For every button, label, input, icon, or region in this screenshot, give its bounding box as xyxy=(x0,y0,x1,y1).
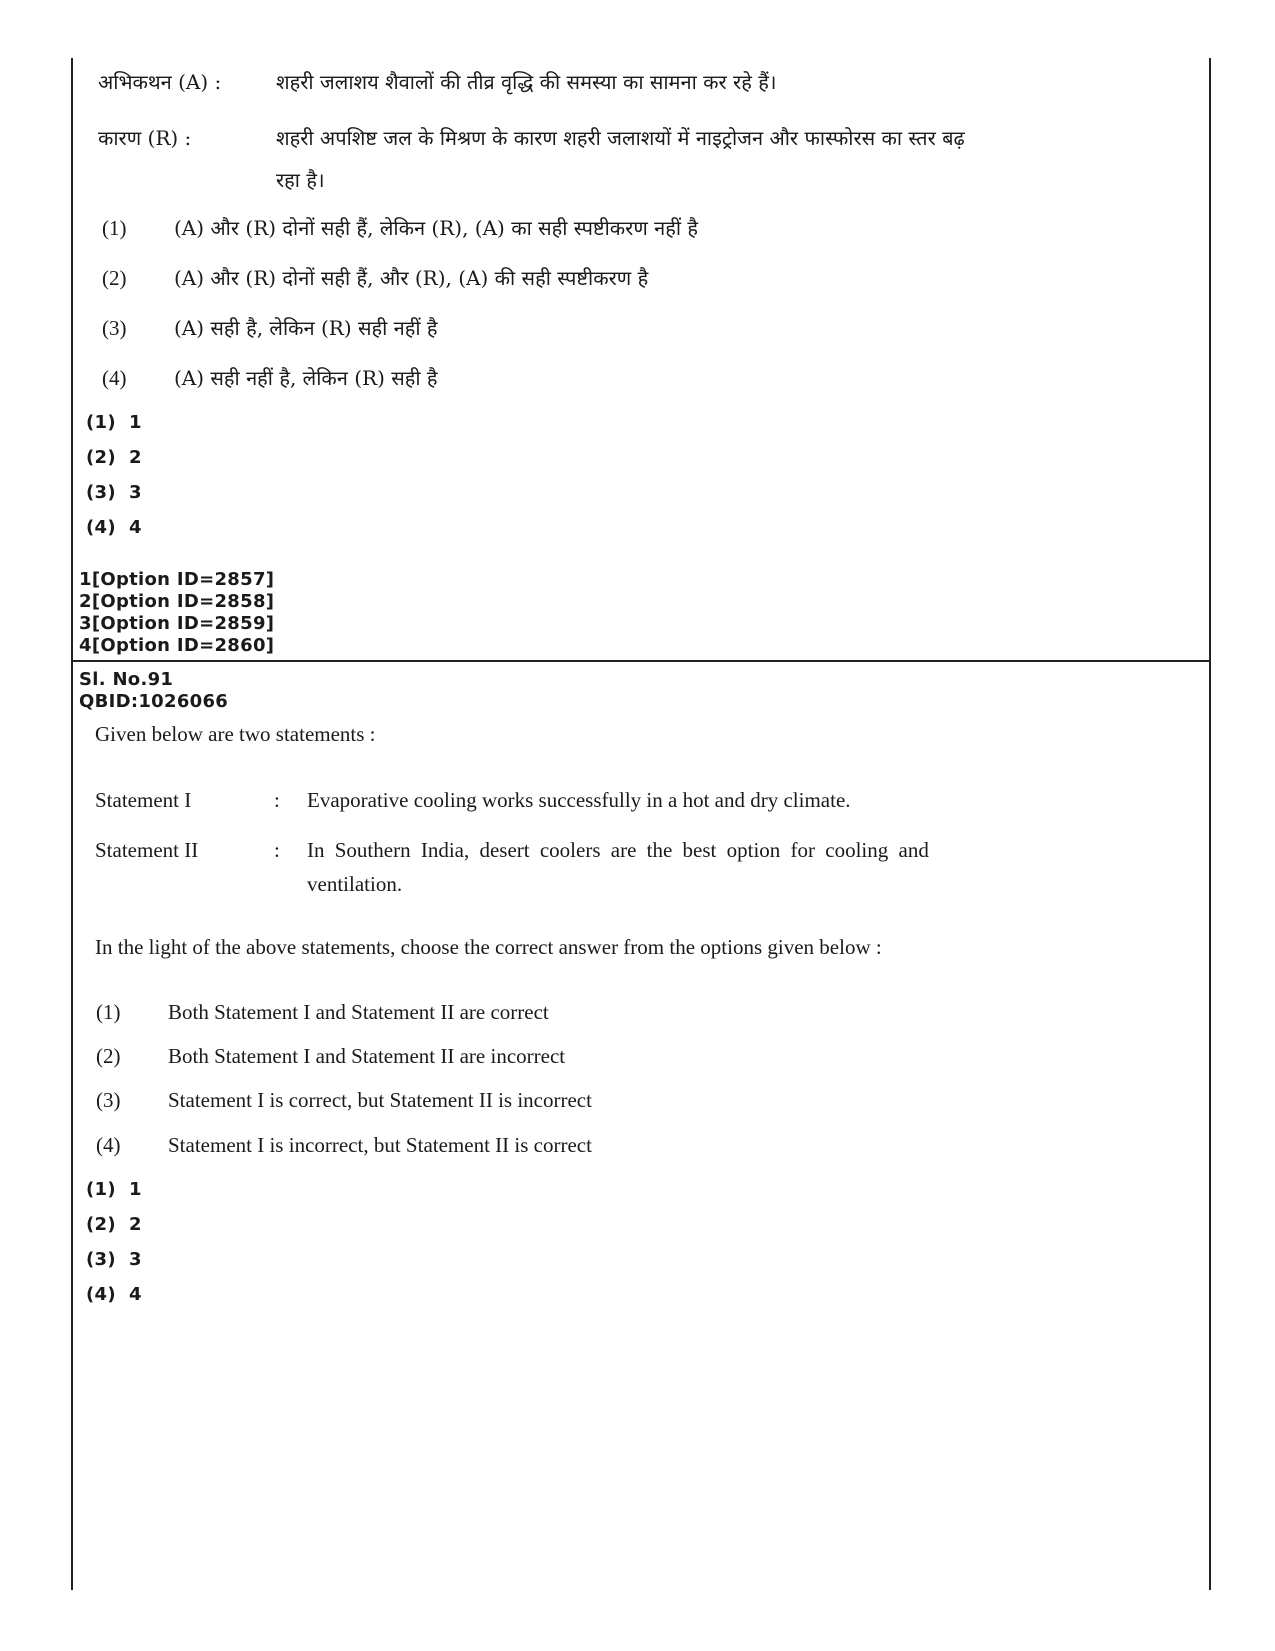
assertion-text: शहरी जलाशय शैवालों की तीव्र वृद्धि की समस्या का सामना कर रहे हैं। xyxy=(276,70,777,94)
q90-option-2-text: (A) और (R) दोनों सही हैं, और (R), (A) की सही स्पष्टीकरण है xyxy=(174,266,649,290)
q90-option-1-num: (1) xyxy=(102,216,127,240)
q90-answer-4: (4) 4 xyxy=(86,517,142,538)
q91-answer-1: (1) 1 xyxy=(86,1179,142,1200)
q90-answer-1: (1) 1 xyxy=(86,412,142,433)
reason-text-line2: रहा है। xyxy=(276,168,325,192)
q90-option-1-text: (A) और (R) दोनों सही हैं, लेकिन (R), (A) का सही स्पष्टीकरण नहीं है xyxy=(174,216,699,240)
page-frame-right-border xyxy=(1209,58,1211,1590)
q91-answer-2: (2) 2 xyxy=(86,1214,142,1235)
statement-2-text-line1: In Southern India, desert coolers are the best option for cooling and xyxy=(307,838,929,862)
q90-option-4-num: (4) xyxy=(102,366,127,390)
q91-option-3-num: (3) xyxy=(96,1088,121,1112)
q91-option-4-text: Statement I is incorrect, but Statement II is correct xyxy=(168,1133,592,1157)
q91-option-2-num: (2) xyxy=(96,1044,121,1068)
option-id-4: 4[Option ID=2860] xyxy=(79,635,275,656)
option-id-2: 2[Option ID=2858] xyxy=(79,591,275,612)
q91-answer-3: (3) 3 xyxy=(86,1249,142,1270)
q91-option-2-text: Both Statement I and Statement II are incorrect xyxy=(168,1044,566,1068)
q90-answer-3: (3) 3 xyxy=(86,482,142,503)
statement-2-text-line2: ventilation. xyxy=(307,872,403,896)
q91-answer-4: (4) 4 xyxy=(86,1284,142,1305)
statement-1-label: Statement I xyxy=(95,788,192,812)
q90-answer-2: (2) 2 xyxy=(86,447,142,468)
reason-label: कारण (R) : xyxy=(98,126,192,150)
option-id-3: 3[Option ID=2859] xyxy=(79,613,275,634)
q90-option-2-num: (2) xyxy=(102,266,127,290)
assertion-label: अभिकथन (A) : xyxy=(98,70,222,94)
q91-option-1-text: Both Statement I and Statement II are correct xyxy=(168,1000,549,1024)
q90-option-3-text: (A) सही है, लेकिन (R) सही नहीं है xyxy=(174,316,438,340)
reason-text-line1: शहरी अपशिष्ट जल के मिश्रण के कारण शहरी जलाशयों में नाइट्रोजन और फास्फोरस का स्तर बढ़ xyxy=(276,126,965,150)
q91-option-3-text: Statement I is correct, but Statement II is incorrect xyxy=(168,1088,592,1112)
statement-2-label: Statement II xyxy=(95,838,199,862)
question-divider xyxy=(71,660,1211,662)
q91-option-1-num: (1) xyxy=(96,1000,121,1024)
option-id-1: 1[Option ID=2857] xyxy=(79,569,275,590)
q91-instruction: In the light of the above statements, choose the correct answer from the options given below : xyxy=(95,935,882,959)
statement-1-colon: : xyxy=(274,788,280,812)
page-frame-left-border xyxy=(71,58,73,1590)
q91-intro: Given below are two statements : xyxy=(95,722,376,746)
statement-1-text: Evaporative cooling works successfully in a hot and dry climate. xyxy=(307,788,851,812)
qbid: QBID:1026066 xyxy=(79,691,229,712)
q90-option-3-num: (3) xyxy=(102,316,127,340)
q91-option-4-num: (4) xyxy=(96,1133,121,1157)
statement-2-colon: : xyxy=(274,838,280,862)
serial-number: Sl. No.91 xyxy=(79,669,174,690)
q90-option-4-text: (A) सही नहीं है, लेकिन (R) सही है xyxy=(174,366,438,390)
